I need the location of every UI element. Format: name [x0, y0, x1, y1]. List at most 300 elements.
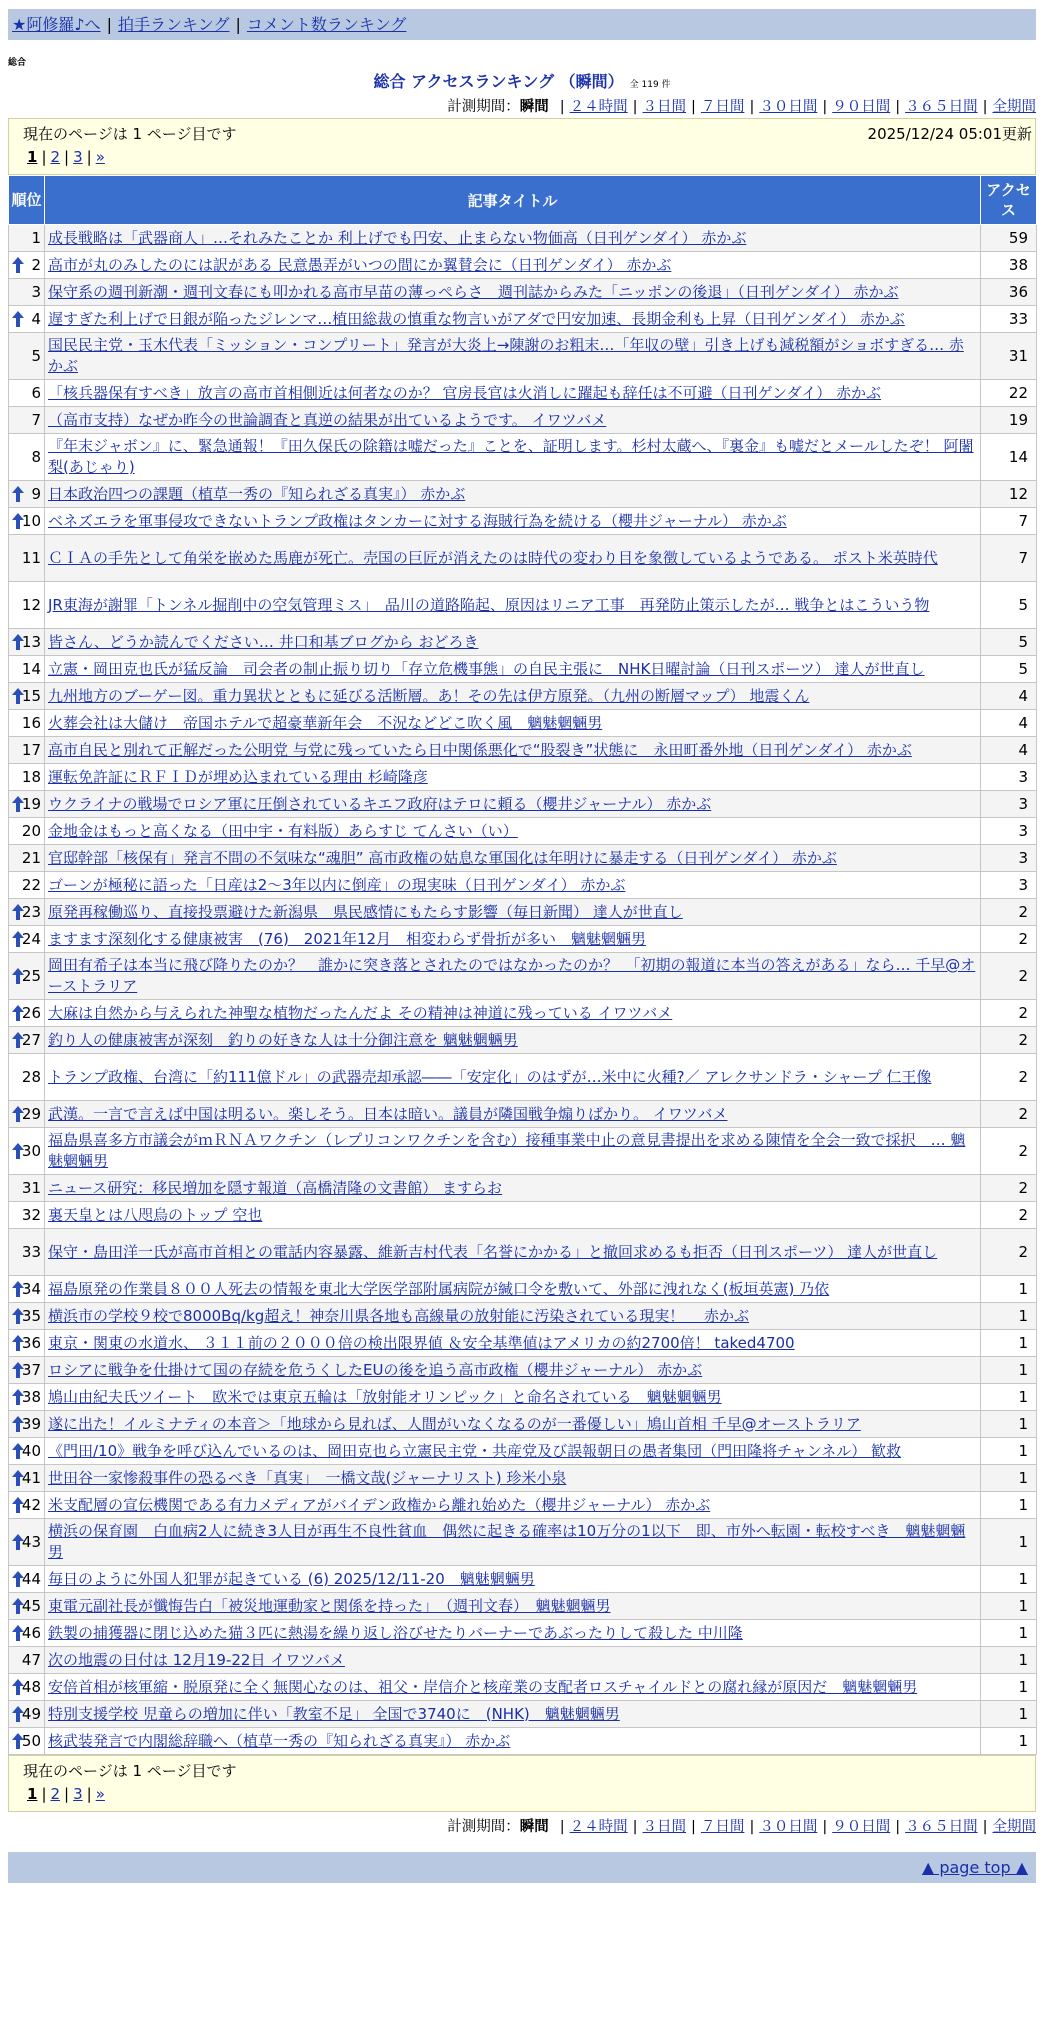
page-separator: |	[41, 1785, 47, 1803]
access-count: 3	[981, 791, 1037, 818]
table-row	[9, 737, 1037, 764]
rank-cell	[9, 1438, 45, 1465]
article-link[interactable]: 鉄製の捕獲器に閉じ込めた猫３匹に熱湯を繰り返し浴びせたりバーナーであぶったりして殺した 中川隆	[48, 1623, 743, 1642]
access-count: 14	[981, 434, 1037, 481]
article-link[interactable]: 九州地方のブーゲー図。重力異状とともに延びる活断層。あ！その先は伊方原発。（九州の断層マップ） 地震くん	[48, 686, 810, 705]
rank-cell	[9, 764, 45, 791]
updated-timestamp: 2025/12/24 05:01更新	[867, 125, 1032, 143]
rank-number: 3	[31, 282, 41, 301]
section-label: 総合	[8, 58, 27, 68]
up-arrow-icon	[12, 904, 24, 920]
rank-cell	[9, 656, 45, 683]
up-arrow-icon	[12, 1308, 24, 1324]
access-count: 2	[981, 1027, 1037, 1054]
title-cell	[45, 710, 981, 737]
rank-cell	[9, 710, 45, 737]
rank-number: 8	[31, 447, 41, 466]
rank-number: 46	[21, 1623, 41, 1642]
article-link[interactable]: トランプ政権、台湾に「約111億ドル」の武器売却承認――「安定化」のはずが…米中に火種?／ アレクサンドラ・シャープ 仁王像	[48, 1067, 932, 1086]
article-link[interactable]: 大麻は自然から与えられた神聖な植物だったんだよ その精神は神道に残っている イワツバメ	[48, 1003, 673, 1022]
article-link[interactable]: 皆さん、どうか読んでください… 井口和基ブログから おどろき	[48, 632, 479, 651]
title-cell	[45, 1101, 981, 1128]
article-link[interactable]: 遂に出た！イルミナティの本音＞「地球から見れば、人間がいなくなるのが一番優しい」鳩山首相 千早@オーストラリア	[48, 1414, 861, 1433]
nav-separator: |	[235, 15, 241, 34]
period-separator: |	[822, 1819, 828, 1835]
article-link[interactable]: 岡田有希子は本当に飛び降りたのか？ 誰かに突き落とされたのではなかったのか？ 「初期の報道に本当の答えがある」なら… 千早@オーストラリア	[48, 956, 976, 995]
title-cell	[45, 1027, 981, 1054]
access-count: 2	[981, 1054, 1037, 1101]
up-arrow-icon	[12, 1679, 24, 1695]
rank-cell	[9, 872, 45, 899]
rank-number: 13	[21, 632, 41, 651]
title-cell	[45, 737, 981, 764]
rank-cell	[9, 926, 45, 953]
table-header-row	[9, 176, 1037, 225]
table-row	[9, 629, 1037, 656]
rank-number: 14	[21, 659, 41, 678]
rank-cell	[9, 508, 45, 535]
table-row	[9, 1519, 1037, 1566]
title-cell	[45, 279, 981, 306]
period-separator: |	[982, 1819, 988, 1835]
article-link[interactable]: 高市が丸のみしたのには訳がある 民意愚弄がいつの間にか翼賛会に（日刊ゲンダイ） 赤かぶ	[48, 255, 672, 274]
up-arrow-icon	[12, 688, 24, 704]
table-row	[9, 764, 1037, 791]
article-link[interactable]: 原発再稼働巡り、直接投票避けた新潟県 県民感情にもたらす影響（毎日新聞） 達人が世直し	[48, 902, 683, 921]
access-count: 1	[981, 1465, 1037, 1492]
table-row	[9, 818, 1037, 845]
title-cell	[45, 1701, 981, 1728]
rank-number: 26	[21, 1003, 41, 1022]
rank-number: 1	[31, 228, 41, 247]
title-cell	[45, 764, 981, 791]
page-separator: |	[41, 148, 47, 166]
article-link[interactable]: 『年末ジャボン』に、緊急通報！『田久保氏の除籍は嘘だった』ことを、証明します。杉村太蔵へ、『裏金』も嘘だとメールしたぞ！ 阿闍梨(あじゃり)	[48, 437, 974, 476]
access-count: 3	[981, 845, 1037, 872]
rank-cell	[9, 1566, 45, 1593]
up-arrow-icon	[12, 257, 24, 273]
access-count: 3	[981, 818, 1037, 845]
table-row	[9, 953, 1037, 1000]
title-cell	[45, 1728, 981, 1755]
period-separator: |	[559, 1819, 565, 1835]
access-count: 4	[981, 710, 1037, 737]
table-row	[9, 1566, 1037, 1593]
period-selector	[8, 1816, 1036, 1838]
period-link[interactable]: ９０日間	[832, 1819, 891, 1835]
title-cell	[45, 333, 981, 380]
article-link[interactable]: 特別支援学校 児童らの増加に伴い「教室不足」 全国で3740に (NHK) 魑魅魍魎男	[48, 1704, 620, 1723]
title-cell	[45, 953, 981, 1000]
article-link[interactable]: 東電元副社長が懺悔告白「被災地運動家と関係を持った」 （週刊文春） 魑魅魍魎男	[48, 1596, 611, 1615]
rank-number: 28	[21, 1067, 41, 1086]
access-header: アクセス	[981, 176, 1037, 225]
up-arrow-icon	[12, 634, 24, 650]
up-arrow-icon	[12, 1571, 24, 1587]
title-cell	[45, 306, 981, 333]
page-current: 1	[27, 1785, 38, 1803]
table-row	[9, 1229, 1037, 1276]
period-link[interactable]: ３日間	[642, 99, 687, 115]
period-link[interactable]: ３０日間	[759, 99, 818, 115]
title-cell	[45, 1229, 981, 1276]
period-link[interactable]: ２４時間	[569, 99, 628, 115]
rank-number: 50	[21, 1731, 41, 1750]
title-cell	[45, 407, 981, 434]
article-link[interactable]: 世田谷一家惨殺事件の恐るべき「真実」 一橋文哉(ジャーナリスト) 珍米小泉	[48, 1468, 567, 1487]
up-arrow-icon	[12, 513, 24, 529]
title-cell	[45, 1357, 981, 1384]
table-row	[9, 1411, 1037, 1438]
comment-ranking-link[interactable]: コメント数ランキング	[246, 15, 407, 34]
rank-cell	[9, 481, 45, 508]
period-separator: |	[632, 1819, 638, 1835]
up-arrow-icon	[12, 1443, 24, 1459]
access-count: 1	[981, 1438, 1037, 1465]
access-count: 36	[981, 279, 1037, 306]
access-count: 19	[981, 407, 1037, 434]
table-row	[9, 1357, 1037, 1384]
up-arrow-icon	[12, 796, 24, 812]
table-row	[9, 1674, 1037, 1701]
article-link[interactable]: ニュース研究：移民増加を隠す報道（高橋清隆の文書館） ますらお	[48, 1178, 503, 1197]
rank-cell	[9, 407, 45, 434]
rank-cell	[9, 1027, 45, 1054]
page-link[interactable]: 3	[73, 1785, 83, 1803]
page-link[interactable]: 3	[73, 148, 83, 166]
rank-number: 17	[21, 740, 41, 759]
home-link[interactable]: ★阿修羅♪へ	[12, 15, 101, 34]
article-link[interactable]: 横浜市の学校９校で8000Bq/kg超え！神奈川県各地も高線量の放射能に汚染されている現実！ 赤かぶ	[48, 1306, 750, 1325]
article-link[interactable]: 金地金はもっと高くなる（田中宇・有料版）あらすじ てんさい（い）	[48, 821, 518, 840]
top-nav-bar	[8, 9, 1036, 40]
rank-cell	[9, 1674, 45, 1701]
title-cell	[45, 1330, 981, 1357]
period-link[interactable]: ３０日間	[759, 1819, 818, 1835]
period-link[interactable]: 全期間	[992, 99, 1036, 115]
article-link[interactable]: 米支配層の宣伝機関である有力メディアがバイデン政権から離れ始めた（櫻井ジャーナル） 赤かぶ	[48, 1495, 711, 1514]
title-cell	[45, 508, 981, 535]
up-arrow-icon	[12, 1032, 24, 1048]
rank-number: 18	[21, 767, 41, 786]
access-count: 3	[981, 872, 1037, 899]
table-row	[9, 434, 1037, 481]
table-row	[9, 1728, 1037, 1755]
title-cell	[45, 1438, 981, 1465]
article-link[interactable]: 立憲・岡田克也氏が猛反論 司会者の制止振り切り「存立危機事態」の自民主張に NHK日曜討論（日刊スポーツ） 達人が世直し	[48, 659, 925, 678]
up-arrow-icon	[12, 1706, 24, 1722]
title-cell	[45, 252, 981, 279]
rank-number: 15	[21, 686, 41, 705]
rank-cell	[9, 683, 45, 710]
table-row	[9, 1276, 1037, 1303]
article-link[interactable]: JR東海が謝罪「トンネル掘削中の空気管理ミス」 品川の道路陥起、原因はリニア工事 再発防止策示したが… 戦争とはこういう物	[48, 595, 930, 614]
current-page-text: 現在のページは 1 ページ目です	[23, 125, 237, 143]
table-row	[9, 1101, 1037, 1128]
rank-cell	[9, 1229, 45, 1276]
table-row	[9, 683, 1037, 710]
rank-cell	[9, 1276, 45, 1303]
table-row	[9, 1175, 1037, 1202]
title-cell	[45, 434, 981, 481]
rank-number: 24	[21, 929, 41, 948]
article-link[interactable]: 遅すぎた利上げで日銀が陥ったジレンマ…植田総裁の慎重な物言いがアダで円安加速、長期金利も上昇（日刊ゲンダイ） 赤かぶ	[48, 309, 905, 328]
access-count: 2	[981, 926, 1037, 953]
access-count: 2	[981, 1229, 1037, 1276]
access-count: 1	[981, 1728, 1037, 1755]
article-link[interactable]: ベネズエラを軍事侵攻できないトランプ政権はタンカーに対する海賊行為を続ける（櫻井ジャーナル） 赤かぶ	[48, 511, 787, 530]
next-page-link[interactable]: »	[95, 148, 105, 166]
page-separator: |	[64, 148, 70, 166]
title-cell	[45, 1674, 981, 1701]
article-link[interactable]: 官邸幹部「核保有」発言不問の不気味な“魂胆” 高市政権の姑息な軍国化は年明けに暴走する（日刊ゲンダイ） 赤かぶ	[48, 848, 837, 867]
rank-cell	[9, 1620, 45, 1647]
article-link[interactable]: 成長戦略は「武器商人」…それみたことか 利上げでも円安、止まらない物価高（日刊ゲンダイ） 赤かぶ	[48, 228, 747, 247]
access-count: 4	[981, 683, 1037, 710]
title-cell	[45, 481, 981, 508]
rank-number: 7	[31, 410, 41, 429]
article-link[interactable]: ウクライナの戦場でロシア軍に圧倒されているキエフ政府はテロに頼る（櫻井ジャーナル） 赤かぶ	[48, 794, 712, 813]
period-separator: |	[632, 99, 638, 115]
article-link[interactable]: 核武装発言で内閣総辞職へ（植草一秀の『知られざる真実』） 赤かぶ	[48, 1731, 511, 1750]
title-cell	[45, 683, 981, 710]
access-count: 38	[981, 252, 1037, 279]
rank-number: 49	[21, 1704, 41, 1723]
access-count: 5	[981, 582, 1037, 629]
title-cell	[45, 899, 981, 926]
access-count: 7	[981, 535, 1037, 582]
next-page-link[interactable]: »	[95, 1785, 105, 1803]
article-link[interactable]: 釣り人の健康被害が深刻 釣りの好きな人は十分御注意を 魑魅魍魎男	[48, 1030, 518, 1049]
up-arrow-icon	[12, 1362, 24, 1378]
article-link[interactable]: 保守・島田洋一氏が高市首相との電話内容暴露、維新吉村代表「名誉にかかる」と撤回求めるも拒否（日刊スポーツ） 達人が世直し	[48, 1242, 938, 1261]
title-cell	[45, 1593, 981, 1620]
rank-number: 5	[31, 346, 41, 365]
rank-cell	[9, 380, 45, 407]
article-link[interactable]: 《門田/10》戦争を呼び込んでいるのは、岡田克也ら立憲民主党・共産党及び誤報朝日の愚者集団（門田隆将チャンネル） 歓救	[48, 1441, 902, 1460]
table-row	[9, 508, 1037, 535]
article-link[interactable]: 保守系の週刊新潮・週刊文春にも叩かれる高市早苗の薄っぺらさ 週刊誌からみた「ニッポンの後退」（日刊ゲンダイ） 赤かぶ	[48, 282, 899, 301]
article-link[interactable]: 福島原発の作業員８００人死去の情報を東北大学医学部附属病院が緘口令を敷いて、外部に洩れなく(板垣英憲) 乃依	[48, 1279, 830, 1298]
period-link[interactable]: ３６５日間	[905, 1819, 978, 1835]
table-row	[9, 872, 1037, 899]
up-arrow-icon	[12, 1335, 24, 1351]
title-cell	[45, 1175, 981, 1202]
page-separator: |	[64, 1785, 70, 1803]
article-link[interactable]: 福島県喜多方市議会がｍＲＮＡワクチン（レプリコンワクチンを含む）接種事業中止の意見書提出を求める陳情を全会一致で採択 … 魑魅魍魎男	[48, 1131, 966, 1170]
period-link[interactable]: ７日間	[700, 99, 745, 115]
rank-cell	[9, 1519, 45, 1566]
period-link[interactable]: ２４時間	[569, 1819, 628, 1835]
title-cell	[45, 535, 981, 582]
rank-cell	[9, 1465, 45, 1492]
rank-cell	[9, 306, 45, 333]
ranking-heading	[8, 69, 1036, 92]
table-row	[9, 1384, 1037, 1411]
rank-number: 35	[21, 1306, 41, 1325]
period-link[interactable]: ９０日間	[832, 99, 891, 115]
rank-number: 25	[21, 966, 41, 985]
access-count: 12	[981, 481, 1037, 508]
rank-number: 48	[21, 1677, 41, 1696]
article-link[interactable]: ますます深刻化する健康被害 (76) 2021年12月 相変わらず骨折が多い 魑魅魍魎男	[48, 929, 647, 948]
total-count: 全 119 件	[629, 80, 671, 90]
title-cell	[45, 845, 981, 872]
period-separator: |	[982, 99, 988, 115]
title-cell	[45, 1620, 981, 1647]
title-cell	[45, 582, 981, 629]
period-current: 瞬間	[519, 99, 549, 115]
access-count: 2	[981, 1175, 1037, 1202]
bottom-bar	[8, 1852, 1036, 1883]
title-cell	[45, 1384, 981, 1411]
access-count: 2	[981, 1128, 1037, 1175]
article-link[interactable]: （高市支持）なぜか昨今の世論調査と真逆の結果が出ているようです。 イワツバメ	[48, 410, 607, 429]
article-link[interactable]: 毎日のように外国人犯罪が起きている (6) 2025/12/11-20 魑魅魍魎男	[48, 1569, 535, 1588]
table-row	[9, 306, 1037, 333]
rank-number: 42	[21, 1495, 41, 1514]
article-link[interactable]: 横浜の保育園 白血病2人に続き3人目が再生不良性貧血 偶然に起きる確率は10万分の1以下 即、市外へ転園・転校すべき 魑魅魍魎男	[48, 1522, 966, 1561]
access-count: 1	[981, 1357, 1037, 1384]
access-count: 33	[981, 306, 1037, 333]
article-link[interactable]: 国民民主党・玉木代表「ミッション・コンプリート」発言が大炎上→陳謝のお粗末…「年収の壁」引き上げも減税額がショボすぎる… 赤かぶ	[48, 336, 964, 375]
article-link[interactable]: 鳩山由紀夫氏ツイート 欧米では東京五輪は「放射能オリンピック」と命名されている 魑魅魍魎男	[48, 1387, 722, 1406]
title-cell	[45, 380, 981, 407]
up-arrow-icon	[12, 968, 24, 984]
article-link[interactable]: 次の地震の日付は 12月19-22日 イワツバメ	[48, 1650, 345, 1669]
rank-cell	[9, 818, 45, 845]
rank-number: 11	[21, 548, 41, 567]
rank-cell	[9, 737, 45, 764]
access-count: 4	[981, 737, 1037, 764]
period-link[interactable]: ３６５日間	[905, 99, 978, 115]
article-link[interactable]: ＣＩＡの手先として角栄を嵌めた馬鹿が死亡。売国の巨匠が消えたのは時代の変わり目を象徴しているようである。 ポスト米英時代	[48, 548, 938, 567]
access-count: 5	[981, 656, 1037, 683]
article-link[interactable]: ゴーンが極秘に語った「日産は2～3年以内に倒産」の現実味（日刊ゲンダイ） 赤かぶ	[48, 875, 626, 894]
article-link[interactable]: 安倍首相が核軍縮・脱原発に全く無関心なのは、祖父・岸信介と核産業の支配者ロスチャイルドとの腐れ縁が原因だ 魑魅魍魎男	[48, 1677, 918, 1696]
page-top-link[interactable]: ▲ page top ▲	[921, 1858, 1028, 1877]
title-cell	[45, 1647, 981, 1674]
period-link[interactable]: ３日間	[642, 1819, 687, 1835]
up-arrow-icon	[12, 1534, 24, 1550]
title-cell	[45, 656, 981, 683]
rank-cell	[9, 1202, 45, 1229]
table-row	[9, 380, 1037, 407]
rank-cell	[9, 1593, 45, 1620]
table-row	[9, 1303, 1037, 1330]
article-link[interactable]: 武漢。一言で言えば中国は明るい。楽しそう。日本は暗い。議員が隣国戦争煽りばかり。 イワツバメ	[48, 1104, 728, 1123]
access-count: 1	[981, 1519, 1037, 1566]
page-separator: |	[86, 1785, 92, 1803]
table-row	[9, 279, 1037, 306]
rank-number: 16	[21, 713, 41, 732]
rank-cell	[9, 1330, 45, 1357]
table-row	[9, 710, 1037, 737]
rank-cell	[9, 1492, 45, 1519]
rank-number: 44	[21, 1569, 41, 1588]
rank-number: 9	[31, 484, 41, 503]
rank-cell	[9, 1175, 45, 1202]
rank-number: 22	[21, 875, 41, 894]
rank-number: 12	[21, 595, 41, 614]
table-row	[9, 1027, 1037, 1054]
rank-cell	[9, 1054, 45, 1101]
period-link[interactable]: ７日間	[700, 1819, 745, 1835]
rank-number: 19	[21, 794, 41, 813]
table-row	[9, 791, 1037, 818]
article-link[interactable]: 東京・関東の水道水、 ３１１前の２０００倍の検出限界値 ＆安全基準値はアメリカの約2700倍！ taked4700	[48, 1333, 795, 1352]
article-link[interactable]: ロシアに戦争を仕掛けて国の存続を危うくしたEUの後を追う高市政権（櫻井ジャーナル） 赤かぶ	[48, 1360, 703, 1379]
rank-number: 29	[21, 1104, 41, 1123]
table-row	[9, 1492, 1037, 1519]
rank-cell	[9, 1384, 45, 1411]
access-count: 1	[981, 1647, 1037, 1674]
up-arrow-icon	[12, 311, 24, 327]
article-link[interactable]: 「核兵器保有すべき」放言の高市首相側近は何者なのか？ 官房長官は火消しに躍起も辞任は不可避（日刊ゲンダイ） 赤かぶ	[48, 383, 882, 402]
rank-number: 32	[21, 1205, 41, 1224]
rank-cell	[9, 1411, 45, 1438]
rank-cell	[9, 1000, 45, 1027]
title-cell	[45, 1054, 981, 1101]
rank-number: 4	[31, 309, 41, 328]
period-selector	[8, 96, 1036, 118]
table-row	[9, 1465, 1037, 1492]
article-link[interactable]: 火葬会社は大儲け 帝国ホテルで超豪華新年会 不況などどこ吹く風 魑魅魍魎男	[48, 713, 603, 732]
table-row	[9, 1701, 1037, 1728]
table-row	[9, 1593, 1037, 1620]
title-cell	[45, 872, 981, 899]
nav-separator: |	[106, 15, 112, 34]
rank-number: 31	[21, 1178, 41, 1197]
article-link[interactable]: 高市自民と別れて正解だった公明党 与党に残っていたら日中関係悪化で“股裂き”状態に 永田町番外地（日刊ゲンダイ） 赤かぶ	[48, 740, 912, 759]
period-separator: |	[822, 99, 828, 115]
rank-number: 36	[21, 1333, 41, 1352]
rank-cell	[9, 252, 45, 279]
table-row	[9, 1000, 1037, 1027]
article-link[interactable]: 裏天皇とは八咫烏のトップ 空也	[48, 1205, 263, 1224]
title-cell	[45, 1566, 981, 1593]
clap-ranking-link[interactable]: 拍手ランキング	[117, 15, 230, 34]
title-cell	[45, 1492, 981, 1519]
pagination	[27, 146, 1025, 168]
period-separator: |	[559, 99, 565, 115]
rank-cell	[9, 1701, 45, 1728]
title-cell	[45, 791, 981, 818]
article-link[interactable]: 運転免許証にＲＦＩＤが埋め込まれている理由 杉崎隆彦	[48, 767, 428, 786]
page-link[interactable]: 2	[50, 1785, 61, 1803]
page-link[interactable]: 2	[50, 148, 61, 166]
rank-cell	[9, 1101, 45, 1128]
rank-number: 21	[21, 848, 41, 867]
period-separator: |	[691, 1819, 696, 1835]
ranking-table	[8, 175, 1037, 1755]
access-count: 2	[981, 899, 1037, 926]
rank-number: 23	[21, 902, 41, 921]
table-row	[9, 899, 1037, 926]
access-count: 1	[981, 1566, 1037, 1593]
access-count: 1	[981, 1593, 1037, 1620]
rank-cell	[9, 1647, 45, 1674]
period-link[interactable]: 全期間	[992, 1819, 1036, 1835]
page-info-box	[8, 118, 1036, 175]
table-row	[9, 1620, 1037, 1647]
up-arrow-icon	[12, 1598, 24, 1614]
article-link[interactable]: 日本政治四つの課題（植草一秀の『知られざる真実』） 赤かぶ	[48, 484, 466, 503]
access-count: 3	[981, 764, 1037, 791]
table-row	[9, 225, 1037, 252]
up-arrow-icon	[12, 1625, 24, 1641]
rank-cell	[9, 535, 45, 582]
